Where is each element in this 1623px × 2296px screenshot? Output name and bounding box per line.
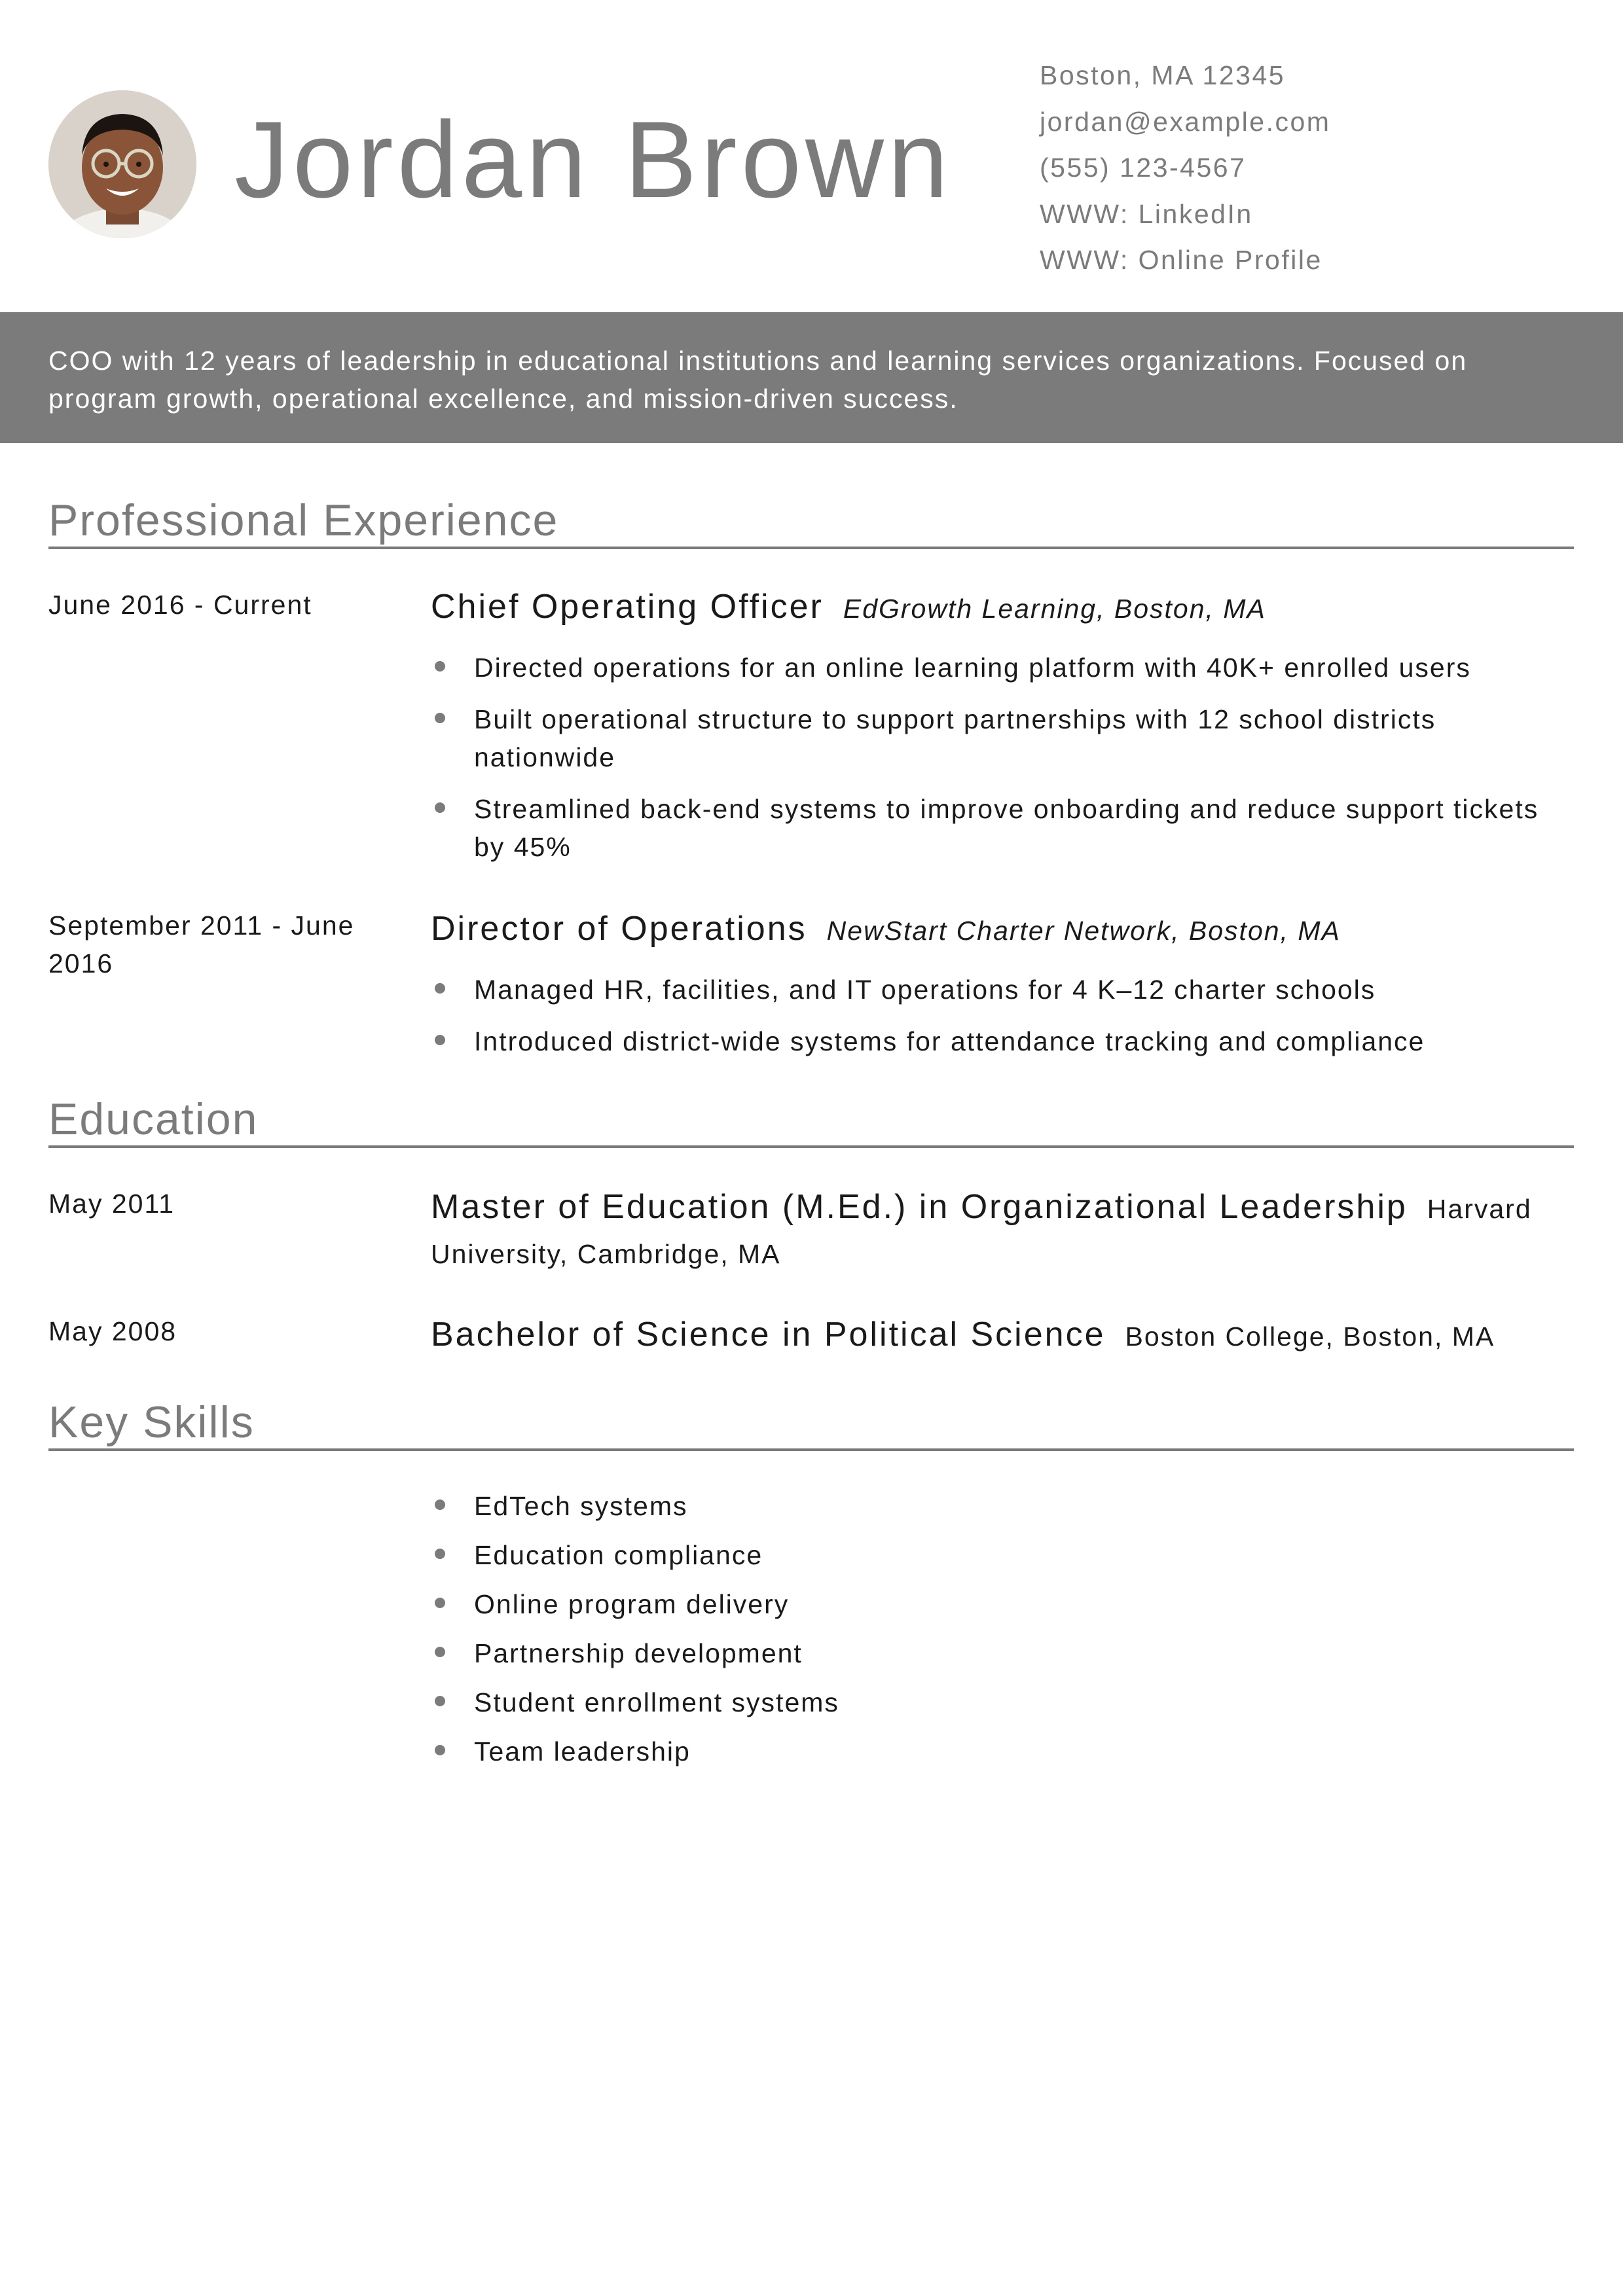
job-bullets <box>431 971 1574 1060</box>
education-date: May 2011 <box>48 1189 175 1219</box>
job-title: Director of Operations <box>431 910 807 948</box>
list-item: Partnership development <box>431 1634 1574 1672</box>
candidate-name: Jordan Brown <box>234 99 953 221</box>
bullet-icon <box>435 661 445 672</box>
job-heading <box>431 586 1574 628</box>
contact-list <box>1040 52 1330 283</box>
bullet-icon <box>435 1696 445 1706</box>
job-date: June 2016 - Current <box>48 590 312 620</box>
skills-list <box>431 1487 1574 1770</box>
school-name: Boston College, Boston, MA <box>1125 1321 1495 1352</box>
person-photo-icon <box>48 90 196 238</box>
section-title-experience: Professional Experience <box>48 495 559 545</box>
bullet-icon <box>435 1549 445 1559</box>
job-bullets <box>431 649 1574 866</box>
section-divider <box>48 1448 1574 1451</box>
list-item: Student enrollment systems <box>431 1683 1574 1721</box>
list-item: Online program delivery <box>431 1585 1574 1623</box>
list-item: Team leadership <box>431 1732 1574 1770</box>
bullet-icon <box>435 1499 445 1510</box>
job-heading <box>431 908 1574 950</box>
job-organization: NewStart Charter Network, Boston, MA <box>826 916 1341 946</box>
contact-address: Boston, MA 12345 <box>1040 60 1286 90</box>
section-divider <box>48 547 1574 549</box>
list-item: Introduced district-wide systems for attendance tracking and compliance <box>431 1022 1574 1060</box>
job-organization: EdGrowth Learning, Boston, MA <box>843 594 1266 624</box>
section-title-education: Education <box>48 1094 259 1144</box>
list-item: Directed operations for an online learning platform with 40K+ enrolled users <box>431 649 1574 687</box>
section-title-skills: Key Skills <box>48 1397 255 1447</box>
list-item: EdTech systems <box>431 1487 1574 1525</box>
contact-linkedin[interactable]: WWW: LinkedIn <box>1040 198 1253 229</box>
summary-text: COO with 12 years of leadership in educational institutions and learning services organizations. Focused on program growth, operational excellence, and mission-driven success. <box>48 346 1468 414</box>
job-title: Chief Operating Officer <box>431 588 824 626</box>
list-item: Managed HR, facilities, and IT operations for 4 K–12 charter schools <box>431 971 1574 1009</box>
bullet-icon <box>435 1035 445 1045</box>
education-date: May 2008 <box>48 1316 177 1346</box>
bullet-icon <box>435 983 445 994</box>
list-item: Built operational structure to support partnerships with 12 school districts nationwide <box>431 700 1574 776</box>
job-date: September 2011 - June 2016 <box>48 910 355 978</box>
bullet-icon <box>435 1598 445 1608</box>
bullet-icon <box>435 1647 445 1657</box>
section-divider <box>48 1145 1574 1148</box>
bullet-icon <box>435 713 445 723</box>
list-item: Education compliance <box>431 1536 1574 1574</box>
contact-phone: (555) 123-4567 <box>1040 152 1247 183</box>
education-heading <box>431 1186 1574 1273</box>
contact-online-profile[interactable]: WWW: Online Profile <box>1040 245 1322 275</box>
school-location: University, Cambridge, MA <box>431 1239 781 1269</box>
education-heading <box>431 1314 1574 1355</box>
school-name: Harvard <box>1427 1194 1532 1224</box>
bullet-icon <box>435 1745 445 1755</box>
bullet-icon <box>435 802 445 813</box>
degree-title: Bachelor of Science in Political Science <box>431 1316 1106 1354</box>
contact-email[interactable]: jordan@example.com <box>1040 106 1331 137</box>
degree-title: Master of Education (M.Ed.) in Organizational Leadership <box>431 1188 1408 1226</box>
list-item: Streamlined back-end systems to improve onboarding and reduce support tickets by 45% <box>431 790 1574 866</box>
profile-photo <box>48 90 196 238</box>
